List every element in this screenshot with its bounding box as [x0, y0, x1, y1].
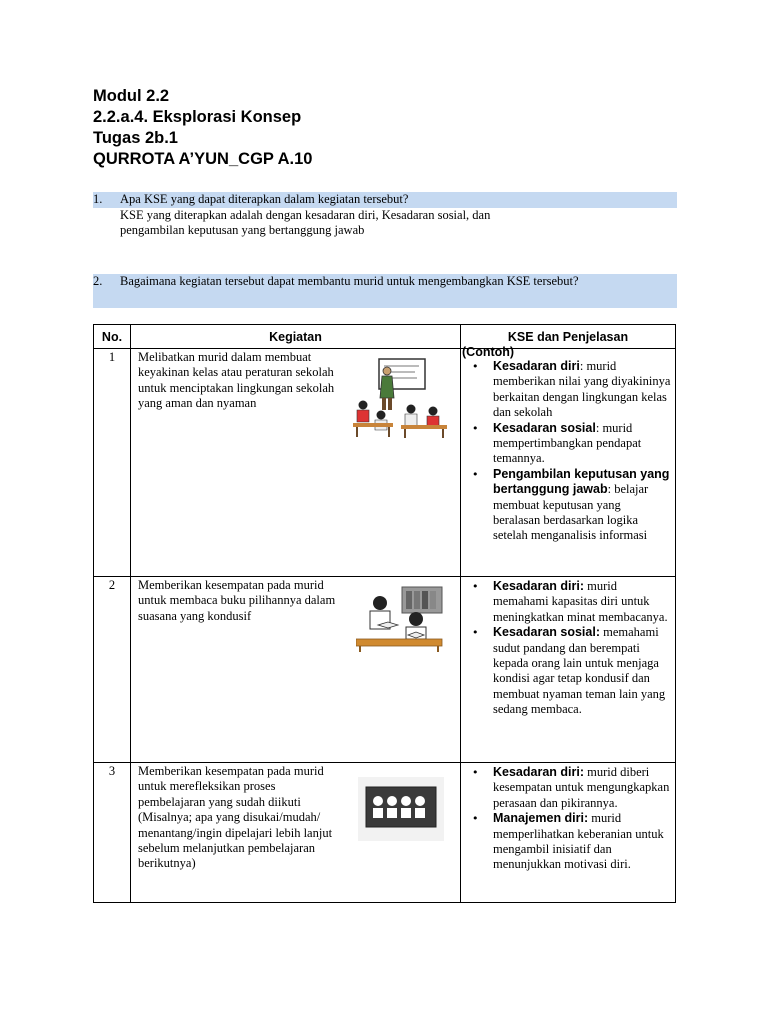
module-title: Modul 2.2	[93, 87, 170, 105]
kse-description: memahami sudut pandang dan berempati kepada orang lain untuk menjaga kondisi agar tetap kondusif dan membuat nyaman teman lain yang sedang membaca.	[493, 625, 666, 717]
kse-contoh-label: (Contoh)	[462, 345, 515, 359]
list-item	[465, 421, 671, 467]
kse-description: : murid memberikan nilai yang diyakininya berkaitan dengan lingkungan kelas dan sekolah	[493, 359, 671, 420]
kse-label: Kesadaran sosial:	[493, 625, 600, 640]
kse-label: Kesadaran diri:	[493, 579, 585, 593]
kse-label: Kesadaran diri:	[493, 765, 585, 779]
row-1-kse	[461, 345, 676, 577]
answer-1-line-2: pengambilan keputusan yang bertanggung jawab	[120, 223, 365, 237]
students-reading-illustration	[341, 577, 460, 653]
question-1	[93, 192, 677, 239]
question-1-line	[93, 192, 677, 208]
row-2-kegiatan	[131, 577, 461, 763]
document-header	[93, 86, 312, 170]
table-row	[94, 577, 676, 763]
kse-label: Manajemen diri:	[493, 811, 589, 826]
question-1-text: Apa KSE yang dapat diterapkan dalam kegiatan tersebut?	[120, 192, 409, 206]
row-1-kegiatan	[131, 349, 461, 577]
kse-table	[93, 324, 676, 903]
reflection-faces-illustration	[341, 763, 460, 872]
task-title: Tugas 2b.1	[93, 129, 178, 147]
kse-description: : murid mempertimbangkan pendapat temannya.	[493, 420, 642, 466]
table-row	[94, 763, 676, 903]
row-1-kegiatan-text: Melibatkan murid dalam membuat keyakinan kelas atau peraturan sekolah untuk menciptakan lingkungan sekolah yang aman dan nyaman	[138, 350, 335, 411]
kse-label: Kesadaran diri	[493, 359, 580, 373]
header-no: No.	[94, 325, 131, 349]
kse-label: Pengambilan keputusan yang bertanggung jawab	[493, 466, 670, 497]
list-item	[465, 625, 671, 717]
question-2-line	[93, 274, 677, 308]
row-1-number: 1	[94, 349, 131, 577]
list-item	[465, 811, 671, 873]
list-item	[465, 467, 671, 544]
classroom-teacher-illustration	[341, 349, 460, 439]
kse-description: murid memahami kapasitas diri untuk meningkatkan minat membacanya.	[493, 579, 668, 624]
list-item	[465, 359, 671, 421]
row-3-kse	[461, 763, 676, 903]
header-kegiatan: Kegiatan	[131, 325, 461, 349]
table-header-row	[94, 325, 676, 349]
kse-description: murid memperlihatkan keberanian untuk mengambil inisiatif dan menunjukkan motivasi diri.	[493, 811, 664, 872]
header-kse: KSE dan Penjelasan	[461, 325, 676, 349]
list-item	[465, 579, 671, 625]
question-1-number: 1.	[93, 192, 103, 206]
list-item	[465, 765, 671, 811]
answer-1-line-1: KSE yang diterapkan adalah dengan kesadaran diri, Kesadaran sosial, dan	[120, 207, 491, 222]
row-3-number: 3	[94, 763, 131, 903]
question-2-number: 2.	[93, 274, 103, 288]
section-title: 2.2.a.4. Eksplorasi Konsep	[93, 108, 302, 126]
table-row	[94, 349, 676, 577]
question-2-text: Bagaimana kegiatan tersebut dapat membantu murid untuk mengembangkan KSE tersebut?	[120, 274, 579, 288]
row-2-kse	[461, 577, 676, 763]
kse-description: : belajar membuat keputusan yang beralasan berdasarkan logika setelah menganalisis informasi	[493, 482, 649, 543]
row-3-kegiatan-text: Memberikan kesempatan pada murid untuk merefleksikan proses pembelajaran yang sudah diikuti (Misalnya; apa yang disukai/mudah/ menantang/ingin dipelajari lebih lanjut sebelum melanjutkan pembelajaran berikutnya)	[138, 764, 333, 871]
row-3-kegiatan	[131, 763, 461, 903]
kse-label: Kesadaran sosial	[493, 420, 596, 435]
question-2	[93, 274, 677, 308]
kse-description: murid diberi kesempatan untuk mengungkapkan perasaan dan pikirannya.	[493, 765, 670, 810]
row-2-number: 2	[94, 577, 131, 763]
row-2-kegiatan-text: Memberikan kesempatan pada murid untuk membaca buku pilihannya dalam suasana yang kondusif	[138, 578, 336, 623]
author-name: QURROTA A’YUN_CGP A.10	[93, 150, 313, 168]
